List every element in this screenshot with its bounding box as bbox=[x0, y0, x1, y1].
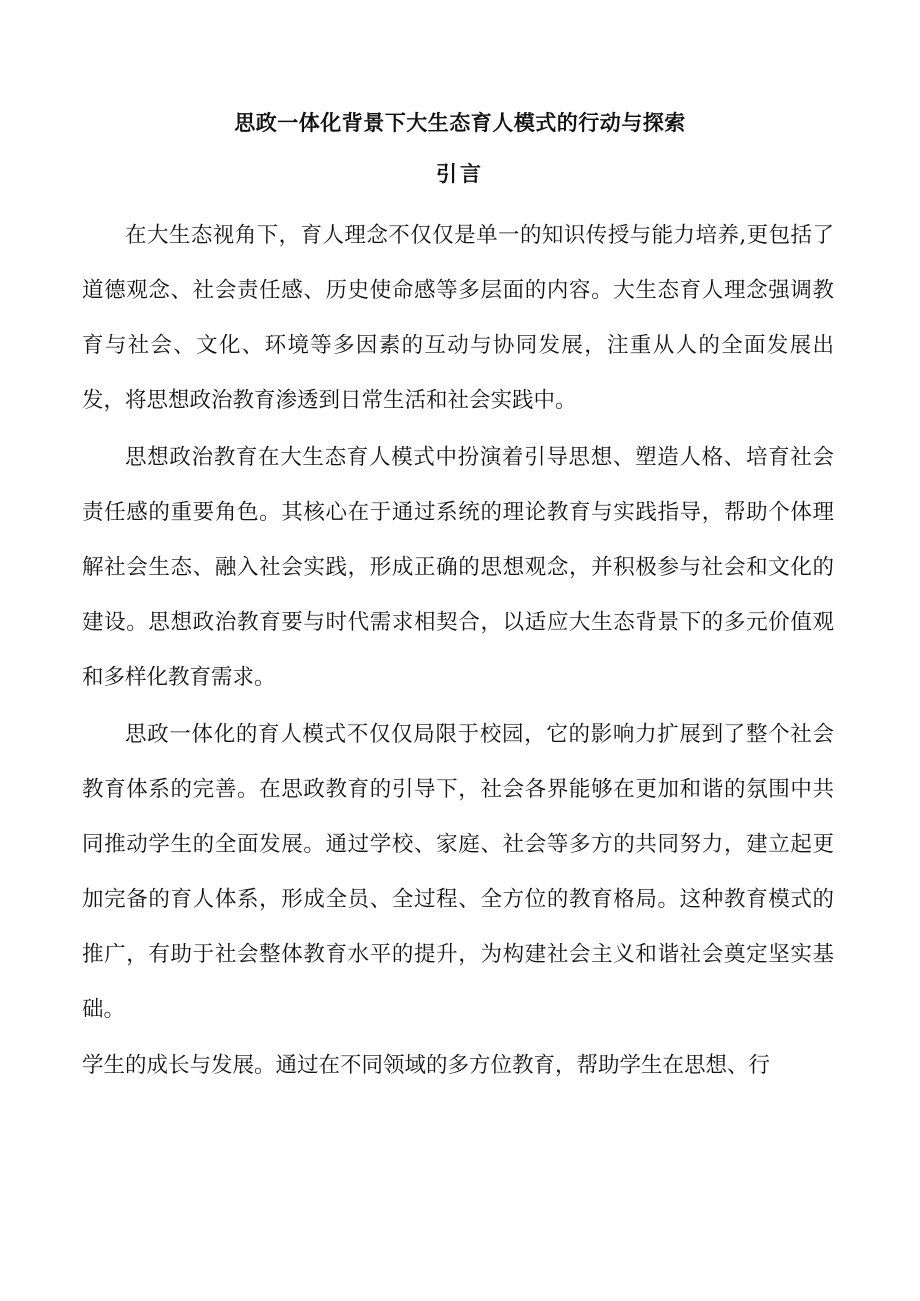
paragraph-2: 思想政治教育在大生态育人模式中扮演着引导思想、塑造人格、培育社会责任感的重要角色。其核心在于通过系统的理论教育与实践指导，帮助个体理解社会生态、融入社会实践，形成正确的思想观念，并积极参与社会和文化的建设。思想政治教育要与时代需求相契合，以适应大生态背景下的多元价值观和多样化教育需求。 bbox=[82, 445, 834, 690]
paragraph-3: 思政一体化的育人模式不仅仅局限于校园，它的影响力扩展到了整个社会教育体系的完善。在思政教育的引导下，社会各界能够在更加和谐的氛围中共同推动学生的全面发展。通过学校、家庭、社会等多方的共同努力，建立起更加完备的育人体系，形成全员、全过程、全方位的教育格局。这种教育模式的推广，有助于社会整体教育水平的提升，为构建社会主义和谐社会奠定坚实基础。 bbox=[82, 722, 834, 1022]
section-heading-introduction: 引言 bbox=[436, 161, 484, 186]
paragraph-4: 学生的成长与发展。通过在不同领域的多方位教育，帮助学生在思想、行 bbox=[82, 1053, 771, 1078]
paragraph-1: 在大生态视角下，育人理念不仅仅是单一的知识传授与能力培养,更包括了道德观念、社会责任感、历史使命感等多层面的内容。大生态育人理念强调教育与社会、文化、环境等多因素的互动与协同发展，注重从人的全面发展出发，将思想政治教育渗透到日常生活和社会实践中。 bbox=[82, 223, 834, 413]
document-title: 思政一体化背景下大生态育人模式的行动与探索 bbox=[234, 110, 686, 135]
